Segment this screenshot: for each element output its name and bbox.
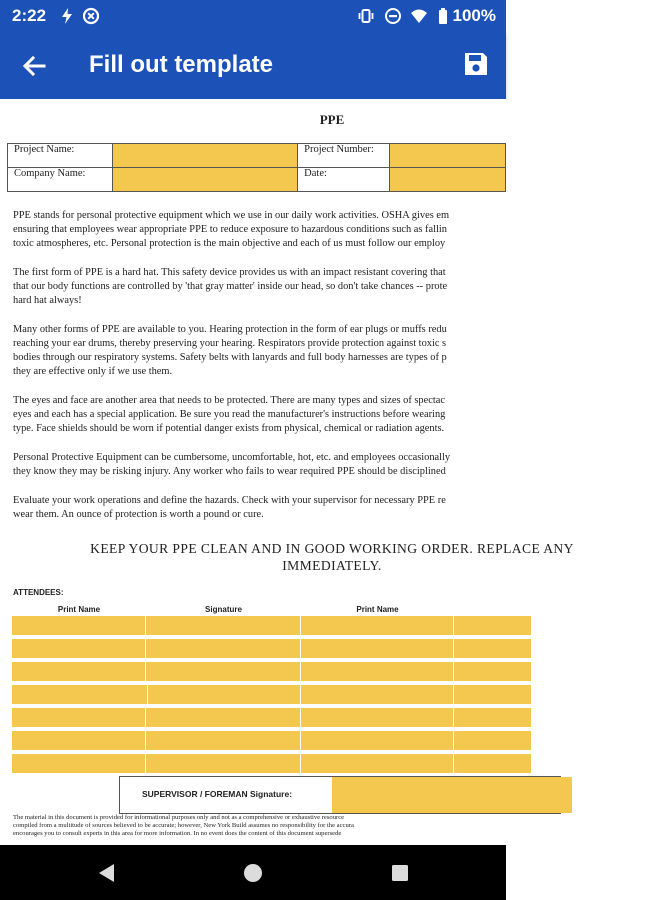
vibrate-icon bbox=[357, 7, 375, 25]
banner-line-1: KEEP YOUR PPE CLEAN AND IN GOOD WORKING ORDER. REPLACE ANY bbox=[90, 541, 574, 556]
attendee-row bbox=[12, 662, 532, 682]
text-line: ensuring that employees wear appropriate PPE to reduce exposure to hazardous conditions such as fallin bbox=[13, 224, 447, 235]
page-title: Fill out template bbox=[89, 51, 274, 78]
print-name-field[interactable] bbox=[12, 708, 146, 728]
supervisor-signature-field[interactable] bbox=[332, 777, 572, 813]
sync-icon bbox=[82, 7, 100, 25]
project-number-label: Project Number: bbox=[298, 144, 389, 168]
print-name-field[interactable] bbox=[12, 662, 146, 682]
supervisor-label: SUPERVISOR / FOREMAN Signature: bbox=[142, 789, 293, 799]
column-header-signature: Signature bbox=[205, 605, 242, 614]
battery-icon bbox=[434, 7, 452, 25]
nav-home-icon[interactable] bbox=[241, 861, 265, 885]
arrow-back-icon[interactable] bbox=[18, 50, 50, 82]
print-name-field-2[interactable] bbox=[301, 662, 454, 682]
disclaimer-text bbox=[13, 814, 573, 838]
print-name-field-2[interactable] bbox=[301, 754, 454, 774]
project-info-table bbox=[7, 143, 506, 192]
print-name-field[interactable] bbox=[12, 731, 146, 751]
text-line: type. Face shields should be worn if potential danger exists from physical, chemical or radiation agents. bbox=[13, 423, 445, 434]
signature-field[interactable] bbox=[146, 616, 301, 636]
wifi-icon bbox=[410, 7, 428, 25]
save-icon[interactable] bbox=[462, 50, 490, 78]
battery-percent: 100% bbox=[452, 6, 496, 25]
project-name-label: Project Name: bbox=[8, 144, 113, 168]
paragraph-evaluate bbox=[13, 494, 573, 522]
signature-field[interactable] bbox=[148, 685, 301, 705]
status-time: 2:22 bbox=[12, 6, 47, 25]
text-line: bodies through our respiratory systems. Safety belts with lanyards and full body harnesses are types of p bbox=[13, 352, 447, 363]
print-name-field-2[interactable] bbox=[301, 731, 454, 751]
text-line: Many other forms of PPE are available to you. Hearing protection in the form of ear plugs or muffs redu bbox=[13, 324, 447, 335]
text-line: wear them. An ounce of protection is worth a pound or cure. bbox=[13, 509, 264, 520]
document-title: PPE bbox=[319, 112, 345, 127]
text-line: they know they may be risking injury. Any worker who fails to wear required PPE should be disciplined bbox=[13, 466, 446, 477]
attendee-row bbox=[12, 616, 532, 636]
document-view[interactable] bbox=[0, 99, 574, 845]
paragraph-cumbersome bbox=[13, 451, 573, 479]
text-line: that our body functions are controlled by 'that gray matter' inside our head, so don't take chances -- prote bbox=[13, 281, 448, 292]
text-line: hard hat always! bbox=[13, 295, 82, 306]
paragraph-eyes-face bbox=[13, 394, 573, 436]
attendees-label: ATTENDEES: bbox=[13, 588, 64, 597]
signature-field[interactable] bbox=[146, 662, 301, 682]
status-bar bbox=[0, 0, 506, 32]
navigation-bar bbox=[0, 845, 506, 900]
attendee-row bbox=[12, 685, 532, 705]
paragraph-other-ppe bbox=[13, 323, 573, 379]
print-name-field-2[interactable] bbox=[301, 685, 454, 705]
app-bar bbox=[0, 32, 506, 99]
text-line: The material in this document is provided for informational purposes only and not as a comprehensive or exhaustive resource bbox=[13, 814, 345, 821]
banner-line-2: IMMEDIATELY. bbox=[282, 558, 382, 573]
print-name-field[interactable] bbox=[12, 685, 148, 705]
attendee-row bbox=[12, 754, 532, 774]
print-name-field-2[interactable] bbox=[301, 708, 454, 728]
signature-field-2[interactable] bbox=[454, 708, 532, 728]
text-line: compiled from a multitude of sources believed to be accurate; however, New York Build assumes no responsibility for the accura bbox=[13, 822, 354, 829]
text-line: Evaluate your work operations and define the hazards. Check with your supervisor for necessary PPE re bbox=[13, 495, 446, 506]
text-line: The eyes and face are another area that needs to be protected. There are many types and sizes of spectac bbox=[13, 395, 445, 406]
signature-field-2[interactable] bbox=[454, 731, 532, 751]
attendee-row bbox=[12, 731, 532, 751]
signature-field[interactable] bbox=[146, 754, 301, 774]
signature-field-2[interactable] bbox=[454, 616, 532, 636]
company-name-label: Company Name: bbox=[8, 168, 113, 192]
print-name-field[interactable] bbox=[12, 754, 146, 774]
column-header-print-name-2: Print Name bbox=[356, 605, 399, 614]
text-line: Personal Protective Equipment can be cumbersome, uncomfortable, hot, etc. and employees occasionally bbox=[13, 452, 451, 463]
date-label: Date: bbox=[298, 168, 389, 192]
signature-field-2[interactable] bbox=[454, 662, 532, 682]
company-name-field[interactable] bbox=[112, 168, 297, 192]
attendee-row bbox=[12, 708, 532, 728]
signature-field-2[interactable] bbox=[454, 754, 532, 774]
nav-recents-icon[interactable] bbox=[388, 861, 412, 885]
signature-field[interactable] bbox=[146, 708, 301, 728]
text-line: eyes and each has a special application. Be sure you read the manufacturer's instructions before wearing bbox=[13, 409, 446, 420]
supervisor-signature-box bbox=[119, 776, 561, 814]
text-line: encourages you to consult experts in this area for more information. In no event does the content of this document supersede bbox=[13, 830, 342, 837]
print-name-field[interactable] bbox=[12, 639, 146, 659]
text-line: toxic atmospheres, etc. Personal protection is the main objective and each of us must follow our employ bbox=[13, 238, 446, 249]
paragraph-intro bbox=[13, 209, 573, 251]
signature-field-2[interactable] bbox=[454, 639, 532, 659]
project-name-field[interactable] bbox=[112, 144, 297, 168]
signature-field-2[interactable] bbox=[454, 685, 532, 705]
print-name-field-2[interactable] bbox=[301, 616, 454, 636]
text-line: PPE stands for personal protective equipment which we use in our daily work activities. OSHA gives em bbox=[13, 210, 450, 221]
text-line: they are effective only if we use them. bbox=[13, 366, 173, 377]
signature-field[interactable] bbox=[146, 639, 301, 659]
print-name-field-2[interactable] bbox=[301, 639, 454, 659]
text-line: reaching your ear drums, thereby preserving your hearing. Respirators provide protection against toxic s bbox=[13, 338, 447, 349]
signature-field[interactable] bbox=[146, 731, 301, 751]
flash-icon bbox=[58, 7, 76, 25]
project-number-field[interactable] bbox=[389, 144, 505, 168]
attendee-row bbox=[12, 639, 532, 659]
nav-back-icon[interactable] bbox=[95, 861, 119, 885]
date-field[interactable] bbox=[389, 168, 505, 192]
column-header-print-name: Print Name bbox=[57, 605, 101, 614]
text-line: The first form of PPE is a hard hat. This safety device provides us with an impact resistant covering that bbox=[13, 267, 446, 278]
paragraph-hard-hat bbox=[13, 266, 573, 308]
print-name-field[interactable] bbox=[12, 616, 146, 636]
do-not-disturb-icon bbox=[384, 7, 402, 25]
